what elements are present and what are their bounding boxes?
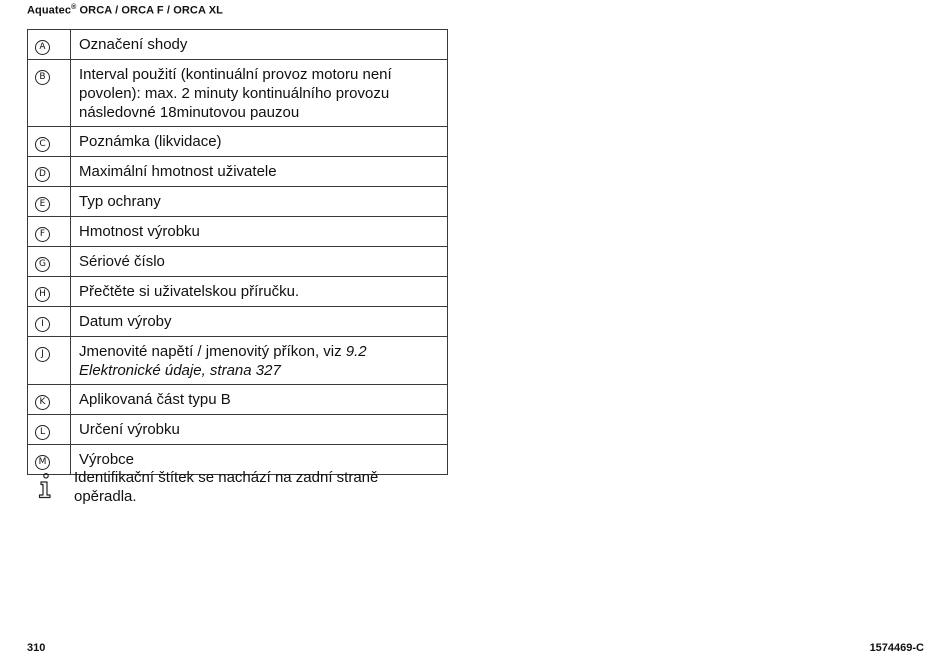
document-code: 1574469-C [869, 642, 924, 654]
legend-mark-cell [28, 217, 71, 247]
legend-row [28, 337, 448, 385]
legend-description-text: Určení výrobku [79, 421, 180, 438]
label-legend-table [27, 29, 448, 475]
circled-letter-icon: B [35, 70, 50, 85]
legend-mark-cell [28, 30, 71, 60]
circled-letter-icon: C [35, 137, 50, 152]
circled-letter-icon: J [35, 347, 50, 362]
info-note [27, 468, 407, 506]
legend-row [28, 247, 448, 277]
legend-row [28, 217, 448, 247]
legend-description [71, 337, 448, 385]
legend-description-text: Sériové číslo [79, 253, 165, 270]
legend-description [71, 60, 448, 127]
page-number: 310 [27, 642, 46, 654]
legend-mark-cell [28, 337, 71, 385]
legend-row [28, 60, 448, 127]
circled-letter-icon: F [35, 227, 50, 242]
legend-description-text: Přečtěte si uživatelskou příručku. [79, 283, 300, 300]
legend-row [28, 127, 448, 157]
legend-description-text: Aplikovaná část typu B [79, 391, 231, 408]
legend-description-text: Hmotnost výrobku [79, 223, 200, 240]
circled-letter-icon: I [35, 317, 50, 332]
legend-mark-cell [28, 277, 71, 307]
legend-description-text: Výrobce [79, 451, 135, 468]
legend-description-text: Jmenovité napětí / jmenovitý příkon, viz [79, 343, 346, 360]
legend-row [28, 307, 448, 337]
legend-description [71, 187, 448, 217]
legend-mark-cell [28, 127, 71, 157]
legend-row [28, 157, 448, 187]
legend-row [28, 187, 448, 217]
model-names: ORCA / ORCA F / ORCA XL [76, 4, 223, 17]
info-icon [27, 468, 74, 500]
legend-row [28, 415, 448, 445]
legend-description-text: Maximální hmotnost uživatele [79, 163, 277, 180]
legend-description-text: Interval použití (kontinuální provoz motoru není povolen): max. 2 minuty kontinuálního provozu následovné 18minutovou pauzou [79, 66, 392, 121]
legend-mark-cell [28, 157, 71, 187]
legend-description [71, 247, 448, 277]
circled-letter-icon: M [35, 455, 50, 470]
circled-letter-icon: H [35, 287, 50, 302]
circled-letter-icon: A [35, 40, 50, 55]
legend-mark-cell [28, 247, 71, 277]
legend-mark-cell [28, 385, 71, 415]
legend-description [71, 415, 448, 445]
brand-name: Aquatec [27, 4, 72, 17]
legend-description [71, 277, 448, 307]
circled-letter-icon: D [35, 167, 50, 182]
legend-description-text: Typ ochrany [79, 193, 161, 210]
circled-letter-icon: E [35, 197, 50, 212]
legend-row [28, 30, 448, 60]
document-header [27, 4, 223, 17]
legend-row [28, 277, 448, 307]
cross-reference-link[interactable]: 9.2 Elektronické údaje, strana 327 [79, 343, 367, 379]
legend-description [71, 127, 448, 157]
circled-letter-icon: G [35, 257, 50, 272]
registered-mark: ® [71, 4, 77, 11]
legend-description [71, 157, 448, 187]
legend-description-text: Poznámka (likvidace) [79, 133, 222, 150]
legend-description [71, 385, 448, 415]
info-note-text: Identifikační štítek se nachází na zadní straně opěradla. [74, 469, 379, 505]
legend-mark-cell [28, 187, 71, 217]
legend-mark-cell [28, 307, 71, 337]
legend-mark-cell [28, 415, 71, 445]
legend-description-text: Datum výroby [79, 313, 172, 330]
legend-description [71, 30, 448, 60]
legend-row [28, 385, 448, 415]
legend-description [71, 307, 448, 337]
circled-letter-icon: K [35, 395, 50, 410]
legend-description [71, 217, 448, 247]
circled-letter-icon: L [35, 425, 50, 440]
legend-mark-cell [28, 60, 71, 127]
legend-description-text: Označení shody [79, 36, 188, 53]
